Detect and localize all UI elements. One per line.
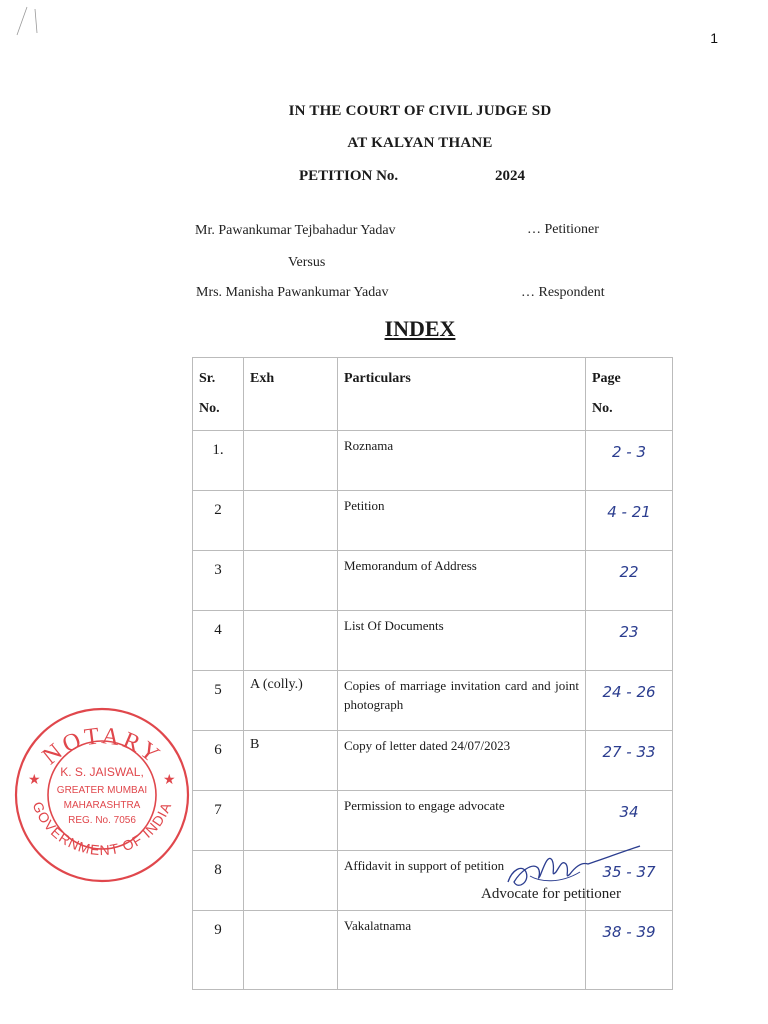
row-page: 22 [586, 551, 673, 611]
respondent-role: … Respondent [521, 285, 605, 300]
index-title: INDEX [384, 316, 456, 341]
row-page: 35 - 37 [586, 851, 673, 911]
court-heading: IN THE COURT OF CIVIL JUDGE SD [288, 103, 552, 119]
advocate-label: Advocate for petitioner [481, 886, 621, 902]
row-page: 38 - 39 [586, 911, 673, 990]
row-sr: 1. [193, 431, 244, 491]
header-sr-no-label: No. [199, 401, 220, 416]
table-row [193, 911, 673, 990]
petitioner-name: Mr. Pawankumar Tejbahadur Yadav [195, 223, 396, 238]
row-exh [244, 491, 338, 551]
header-sr-label: Sr. [199, 371, 216, 386]
row-exh [244, 551, 338, 611]
row-sr: 8 [193, 851, 244, 911]
versus-label: Versus [288, 255, 326, 270]
row-exh [244, 911, 338, 990]
petitioner-role: … Petitioner [527, 222, 599, 237]
row-sr: 5 [193, 671, 244, 731]
row-exh [244, 851, 338, 911]
row-sr: 7 [193, 791, 244, 851]
stamp-bottom-text: GOVERNMENT OF INDIA [29, 799, 175, 859]
row-particulars: Permission to engage advocate [338, 791, 586, 851]
row-sr: 3 [193, 551, 244, 611]
row-page: 2 - 3 [586, 431, 673, 491]
row-exh [244, 431, 338, 491]
petition-year: 2024 [495, 168, 525, 184]
table-row [193, 431, 673, 491]
header-page-no [586, 358, 673, 431]
row-page: 23 [586, 611, 673, 671]
stamp-star-right-icon: ★ [163, 773, 176, 788]
row-sr: 6 [193, 731, 244, 791]
row-page: 34 [586, 791, 673, 851]
row-particulars: Copy of letter dated 24/07/2023 [338, 731, 586, 791]
header-exh: Exh [244, 358, 338, 431]
table-row [193, 671, 673, 731]
stamp-reg: REG. No. 7056 [68, 815, 136, 826]
row-sr: 4 [193, 611, 244, 671]
header-page-label: Page [592, 371, 621, 386]
stamp-top-text: NOTARY [37, 723, 167, 771]
stamp-name: K. S. JAISWAL, [60, 765, 144, 779]
row-sr: 9 [193, 911, 244, 990]
notary-stamp [12, 702, 192, 887]
table-header-row [193, 358, 673, 431]
header-sr-no [193, 358, 244, 431]
row-particulars: Copies of marriage invitation card and joint photograph [338, 671, 586, 731]
stamp-city: GREATER MUMBAI [56, 785, 148, 796]
header-page-no-label: No. [592, 401, 613, 416]
scan-mark-line [15, 5, 45, 37]
row-particulars: Memorandum of Address [338, 551, 586, 611]
respondent-name: Mrs. Manisha Pawankumar Yadav [196, 285, 389, 300]
table-row [193, 551, 673, 611]
row-particulars: Roznama [338, 431, 586, 491]
row-sr: 2 [193, 491, 244, 551]
header-particulars: Particulars [338, 358, 586, 431]
row-page: 4 - 21 [586, 491, 673, 551]
stamp-state: MAHARASHTRA [63, 800, 141, 811]
page-number: 1 [710, 30, 718, 46]
row-exh [244, 791, 338, 851]
row-particulars: Affidavit in support of petition [338, 851, 586, 911]
row-particulars: Petition [338, 491, 586, 551]
row-page: 27 - 33 [586, 731, 673, 791]
row-particulars: List Of Documents [338, 611, 586, 671]
table-row [193, 491, 673, 551]
petition-number-label: PETITION No. [299, 168, 399, 184]
row-exh [244, 611, 338, 671]
row-exh: B [244, 731, 338, 791]
row-page: 24 - 26 [586, 671, 673, 731]
court-location: AT KALYAN THANE [347, 135, 493, 151]
row-exh: A (colly.) [244, 671, 338, 731]
row-particulars: Vakalatnama [338, 911, 586, 990]
stamp-star-left-icon: ★ [28, 773, 41, 788]
table-row [193, 731, 673, 791]
table-row [193, 611, 673, 671]
